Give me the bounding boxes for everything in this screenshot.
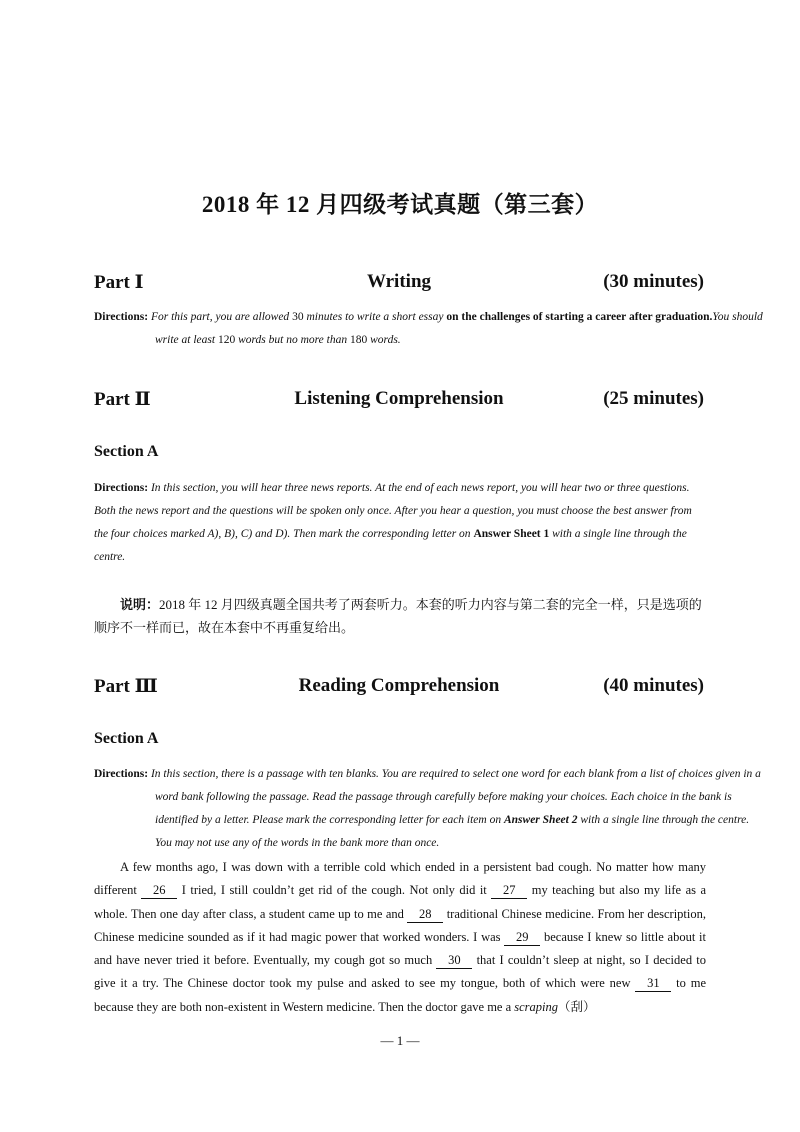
blank-31: 31: [635, 975, 671, 992]
note-text: 2018 年 12 月四级真题全国共考了两套听力。本套的听力内容与第二套的完全一样，只是选项的顺序不一样而已，故在本套中不再重复给出。: [94, 597, 702, 635]
part-2-section-a-heading: Section A: [94, 443, 159, 460]
essay-topic: on the challenges of starting a career after graduation.: [446, 311, 713, 323]
directions-text: You should write at least: [155, 311, 763, 346]
passage-text: my teaching but also my life as a whole. Then one day after class, a student came up to me and: [94, 883, 707, 921]
page-title: 2018 年 12 月四级考试真题（第三套）: [201, 192, 599, 217]
directions-text: words.: [367, 334, 401, 346]
directions-number: 120: [217, 334, 236, 346]
directions-label: Directions:: [94, 482, 149, 494]
directions-text: with a single line through the centre. You may not use any of the words in the bank more than once.: [155, 814, 750, 849]
passage-text: to me because they are both non-existent in Western medicine. Then the doctor gave me a: [94, 976, 706, 1014]
part-1-time: (30 minutes): [603, 271, 704, 292]
passage-text: I tried, I still couldn’t get rid of the cough. Not only did it: [177, 883, 492, 898]
passage-text: that I couldn’t sleep at night, so I decided to give it a try. The Chinese doctor took my pulse and asked to see my tongue, both of which were new: [94, 953, 706, 991]
part-2-time: (25 minutes): [603, 388, 704, 409]
directions-text: minutes to write a short essay: [303, 311, 447, 323]
part-1-header: [94, 271, 704, 297]
passage-text: （刮）: [558, 999, 596, 1014]
passage-text: A few months ago, I was down with a terrible cold which ended in a persistent bad cough. No matter how many different: [94, 860, 706, 898]
reading-passage: [94, 856, 706, 1019]
directions-number: 30: [292, 311, 304, 323]
directions-number: 180: [349, 334, 368, 346]
answer-sheet-ref: Answer Sheet 2: [503, 814, 578, 826]
blank-27: 27: [491, 882, 527, 899]
passage-italic-word: scraping: [514, 999, 559, 1014]
blank-28: 28: [407, 906, 443, 923]
note-label: 说明：: [120, 597, 160, 612]
part-2-directions: [94, 477, 706, 569]
part-1-directions: [94, 306, 767, 352]
part-1-label: Part Ⅰ: [94, 272, 144, 293]
listening-note: [94, 593, 706, 639]
passage-text: because I knew so little about it and have never tried it before. Eventually, my cough got so much: [94, 929, 706, 968]
part-2-label: Part Ⅱ: [94, 389, 151, 410]
directions-text: words but no more than: [235, 334, 350, 346]
answer-sheet-ref: Answer Sheet 1: [473, 528, 550, 540]
part-2-name: Listening Comprehension: [294, 388, 504, 409]
part-1-name: Writing: [366, 271, 432, 292]
page-number: — 1 —: [380, 1033, 420, 1048]
passage-text: traditional Chinese medicine. From her description, Chinese medicine sounded as if it had magic power that worked wonders. I was: [94, 906, 706, 944]
directions-text: In this section, there is a passage with ten blanks. You are required to select one word for each blank from a list of choices given in a word bank following the passage. Read the passage through carefully before making your choices. Each choice in the bank is identified by a letter. Please mark the corresponding letter for each item on: [150, 768, 761, 826]
directions-label: Directions:: [94, 311, 149, 323]
directions-label: Directions:: [94, 768, 149, 780]
blank-30: 30: [436, 952, 472, 969]
blank-29: 29: [504, 929, 540, 946]
part-3-label: Part Ⅲ: [94, 676, 158, 697]
part-3-header: [94, 675, 704, 701]
part-3-section-a-heading: Section A: [94, 730, 159, 747]
part-3-name: Reading Comprehension: [298, 675, 500, 696]
blank-26: 26: [141, 882, 177, 899]
part-3-time: (40 minutes): [603, 675, 704, 696]
directions-text: with a single line through the centre.: [94, 528, 687, 563]
directions-text: In this section, you will hear three news reports. At the end of each news report, you will hear two or three questions. Both the news report and the questions will be spoken only once. After you hear a question, you must choose the best answer from the four choices marked A), B), C) and D). Then mark the corresponding letter on: [94, 482, 692, 540]
part-3-directions: [94, 763, 767, 855]
directions-text: For this part, you are allowed: [150, 311, 293, 323]
part-2-header: [94, 388, 704, 414]
